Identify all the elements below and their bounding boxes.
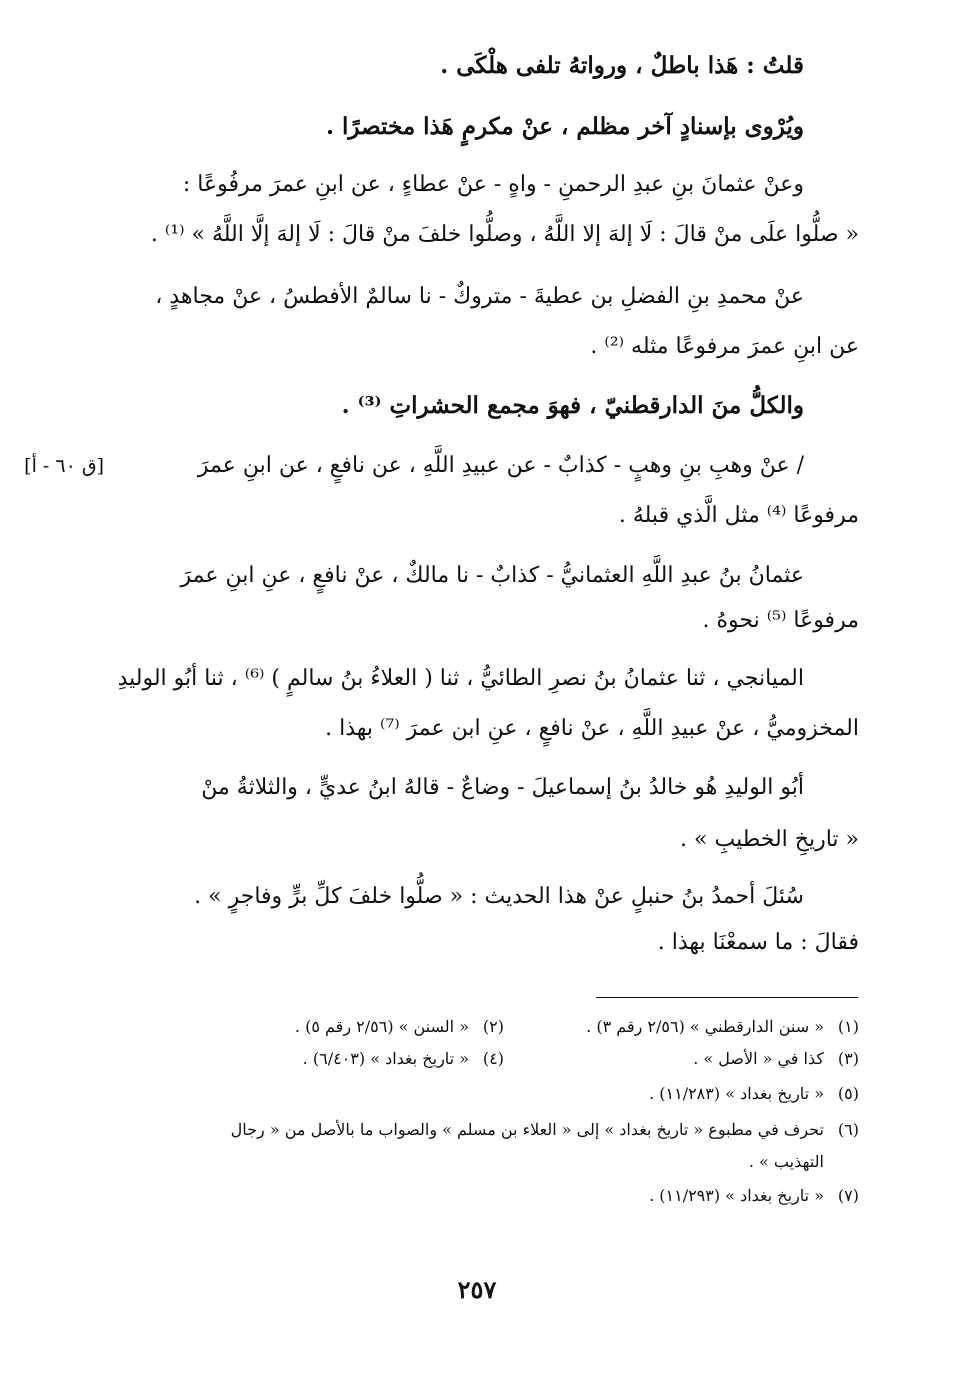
footnote-number: (٣) xyxy=(837,1049,859,1068)
text-line: عثمانُ بنُ عبدِ اللَّهِ العثمانيُّ - كذابٌ - نا مالكٌ ، عنْ نافعٍ ، عنِ ابنِ عمرَ xyxy=(180,563,804,588)
footnote-number: (٤) xyxy=(482,1049,504,1068)
text-line: عن ابنِ عمرَ مرفوعًا مثله ⁽²⁾ . xyxy=(590,334,859,359)
text-line: فقالَ : ما سمعْنَا بهذا . xyxy=(657,930,859,955)
footnote-divider xyxy=(596,997,858,998)
footnote-number: (٥) xyxy=(837,1084,859,1103)
text-line: سُئلَ أحمدُ بنُ حنبلٍ عنْ هذا الحديث : « صلُّوا خلفَ كلِّ برٍّ وفاجرٍ » . xyxy=(194,884,804,909)
footnote-text: كذا في « الأصل » . xyxy=(693,1049,824,1068)
footnote-text: التهذيب » . xyxy=(748,1152,824,1171)
footnote-text: « سنن الدارقطني » (٢/٥٦ رقم ٣) . xyxy=(586,1017,824,1036)
footnote-text: « تاريخ بغداد » (٦/٤٠٣) . xyxy=(302,1049,469,1068)
footnote-text: تحرف في مطبوع « تاريخ بغداد » إلى « العلاء بن مسلم » والصواب ما بالأصل من « رجال xyxy=(230,1120,824,1139)
text-line: / عنْ وهبِ بنِ وهبٍ - كذابٌ - عن عبيدِ اللَّهِ ، عن نافعٍ ، عن ابنِ عمرَ xyxy=(197,453,804,478)
text-line: أبُو الوليدِ هُو خالدُ بنُ إسماعيلَ - وضاعٌ - قالهُ ابنُ عديٍّ ، والثلاثةُ منْ xyxy=(201,775,804,800)
text-line: « صلُّوا علَى منْ قالَ : لَا إلهَ إلا اللَّهُ ، وصلُّوا خلفَ منْ قالَ : لَا إلهَ إلَّا اللَّهُ » ⁽¹⁾ . xyxy=(150,222,859,247)
footnote-number: (١) xyxy=(837,1017,859,1036)
text-line: وعنْ عثمانَ بنِ عبدِ الرحمنِ - واهٍ - عنْ عطاءٍ ، عن ابنِ عمرَ مرفُوعًا : xyxy=(182,172,804,197)
footnote-text: « السنن » (٢/٥٦ رقم ٥) . xyxy=(294,1017,469,1036)
text-line: مرفوعًا ⁽⁵⁾ نحوهُ . xyxy=(702,608,859,633)
text-line: والكلُّ منَ الدارقطنيّ ، فهوَ مجمع الحشراتِ ⁽³⁾ . xyxy=(341,392,804,419)
text-line: المخزوميُّ ، عنْ عبيدِ اللَّهِ ، عنْ نافعٍ ، عنِ ابن عمرَ ⁽⁷⁾ بهذا . xyxy=(325,716,859,741)
footnote-number: (٢) xyxy=(482,1017,504,1036)
text-line: « تاريخِ الخطيبِ » . xyxy=(680,827,859,852)
text-line: مرفوعًا ⁽⁴⁾ مثل الَّذي قبلهُ . xyxy=(618,503,859,528)
text-line: عنْ محمدِ بنِ الفضلِ بن عطيةَ - متروكٌ - نا سالمٌ الأفطسُ ، عنْ مجاهدٍ ، xyxy=(155,284,804,309)
page-number: ٢٥٧ xyxy=(457,1275,497,1304)
text-line: قلتُ : هَذا باطلٌ ، ورواتهُ تلفى هلْكَى . xyxy=(440,52,804,79)
footnote-text: « تاريخ بغداد » (١١/٢٨٣) . xyxy=(649,1084,824,1103)
footnote-text: « تاريخ بغداد » (١١/٢٩٣) . xyxy=(649,1186,824,1205)
footnote-number: (٧) xyxy=(837,1186,859,1205)
text-line: الميانجي ، ثنا عثمانُ بنُ نصرِ الطائيُّ ، ثنا ( العلاءُ بنُ سالمٍ ) ⁽⁶⁾ ، ثنا أبُو الوليدِ xyxy=(117,666,804,691)
text-line: ويُرْوى بإسنادٍ آخر مظلم ، عنْ مكرمٍ هَذا مختصرًا . xyxy=(326,113,804,140)
footnote-number: (٦) xyxy=(837,1120,859,1139)
manuscript-folio-reference: [ق ٦٠ - أ] xyxy=(24,455,104,477)
